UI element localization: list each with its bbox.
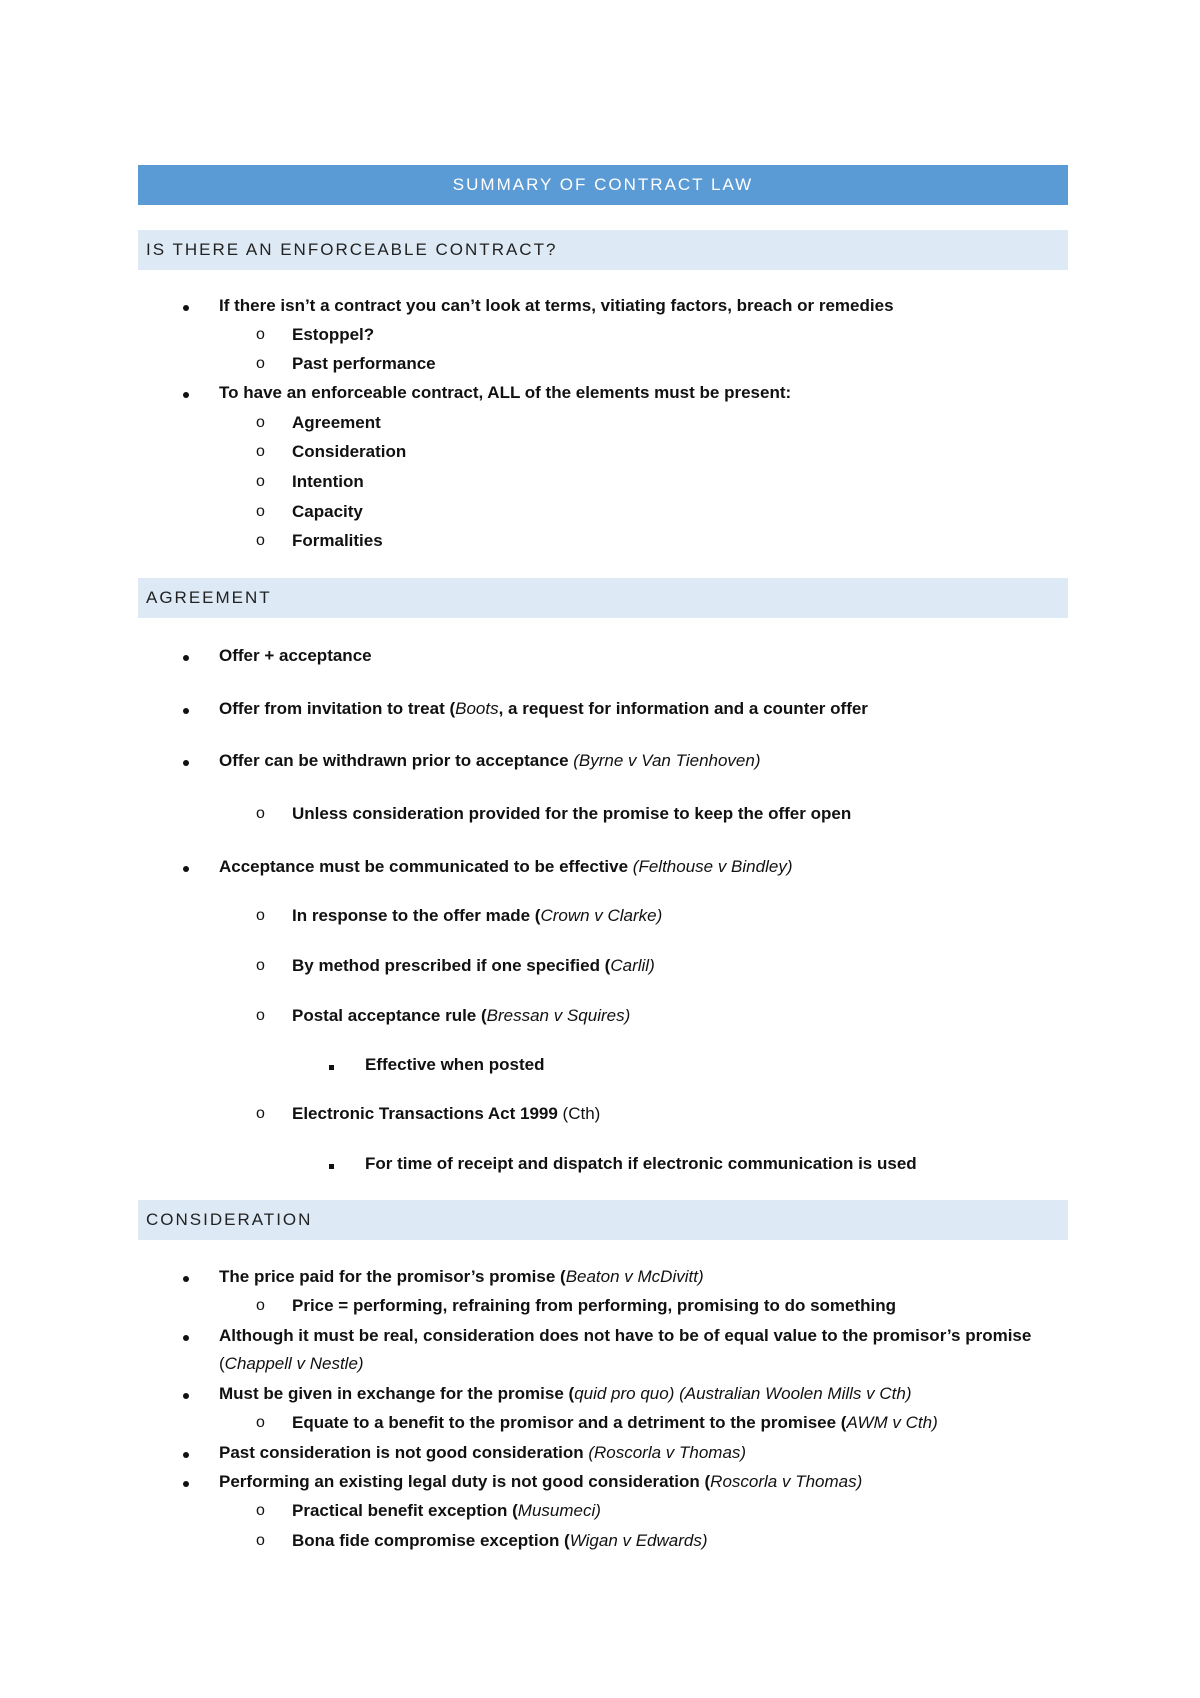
bullet-dot-icon [183, 698, 189, 720]
circle-bullet-icon: o [256, 907, 265, 924]
bullet-dot-icon [183, 856, 189, 878]
list-item: Consideration [292, 442, 407, 461]
bullet-dot-icon [183, 1442, 189, 1464]
bullet-dot-icon [183, 1325, 189, 1347]
list-item: Performing an existing legal duty is not good consideration (Roscorla v Thomas) [219, 1472, 863, 1491]
circle-bullet-icon: o [256, 326, 265, 343]
list-item: By method prescribed if one specified (Carlil) [292, 956, 655, 975]
list-item: Must be given in exchange for the promise (quid pro quo) (Australian Woolen Mills v Cth) [219, 1384, 912, 1403]
bullet-dot-icon [183, 750, 189, 772]
list-item: Electronic Transactions Act 1999 (Cth) [292, 1104, 601, 1123]
list-item: Offer from invitation to treat (Boots, a request for information and a counter offer [219, 699, 868, 718]
circle-bullet-icon: o [256, 1007, 265, 1024]
circle-bullet-icon: o [256, 443, 265, 460]
list-item: Formalities [292, 531, 383, 550]
section-heading-enforceable-contract: IS THERE AN ENFORCEABLE CONTRACT? [138, 230, 1068, 270]
list-item: Acceptance must be communicated to be effective (Felthouse v Bindley) [219, 857, 793, 876]
circle-bullet-icon: o [256, 532, 265, 549]
list-item: Unless consideration provided for the promise to keep the offer open [292, 804, 852, 823]
bullet-dot-icon [183, 295, 189, 317]
bullet-dot-icon [183, 1471, 189, 1493]
circle-bullet-icon: o [256, 355, 265, 372]
circle-bullet-icon: o [256, 957, 265, 974]
list-item: Price = performing, refraining from performing, promising to do something [292, 1296, 897, 1315]
list-item: Past consideration is not good consideration (Roscorla v Thomas) [219, 1443, 747, 1462]
document-title: SUMMARY OF CONTRACT LAW [138, 165, 1068, 205]
list-item: Intention [292, 472, 364, 491]
list-item-continuation: (Chappell v Nestle) [219, 1354, 364, 1373]
list-item: Past performance [292, 354, 436, 373]
list-item: Offer can be withdrawn prior to acceptance (Byrne v Van Tienhoven) [219, 751, 761, 770]
list-item: Agreement [292, 413, 381, 432]
list-item: The price paid for the promisor’s promise (Beaton v McDivitt) [219, 1267, 704, 1286]
circle-bullet-icon: o [256, 805, 265, 822]
bullet-dot-icon [183, 645, 189, 667]
circle-bullet-icon: o [256, 503, 265, 520]
list-item: Capacity [292, 502, 363, 521]
list-item: Practical benefit exception (Musumeci) [292, 1501, 601, 1520]
circle-bullet-icon: o [256, 473, 265, 490]
section-heading-agreement: AGREEMENT [138, 578, 1068, 618]
circle-bullet-icon: o [256, 1532, 265, 1549]
square-bullet-icon [329, 1054, 334, 1076]
list-item: Effective when posted [365, 1055, 545, 1074]
bullet-dot-icon [183, 382, 189, 404]
list-item: Although it must be real, consideration does not have to be of equal value to the promisor’s promise [219, 1326, 1032, 1345]
circle-bullet-icon: o [256, 1297, 265, 1314]
list-item: For time of receipt and dispatch if electronic communication is used [365, 1154, 917, 1173]
bullet-dot-icon [183, 1383, 189, 1405]
list-item: In response to the offer made (Crown v Clarke) [292, 906, 663, 925]
square-bullet-icon [329, 1153, 334, 1175]
list-item: Equate to a benefit to the promisor and a detriment to the promisee (AWM v Cth) [292, 1413, 938, 1432]
circle-bullet-icon: o [256, 414, 265, 431]
circle-bullet-icon: o [256, 1105, 265, 1122]
list-item: To have an enforceable contract, ALL of the elements must be present: [219, 383, 792, 402]
section-heading-consideration: CONSIDERATION [138, 1200, 1068, 1240]
list-item: Bona fide compromise exception (Wigan v Edwards) [292, 1531, 708, 1550]
bullet-dot-icon [183, 1266, 189, 1288]
circle-bullet-icon: o [256, 1414, 265, 1431]
list-item: If there isn’t a contract you can’t look at terms, vitiating factors, breach or remedies [219, 296, 894, 315]
list-item: Postal acceptance rule (Bressan v Squires) [292, 1006, 631, 1025]
list-item: Estoppel? [292, 325, 375, 344]
list-item: Offer + acceptance [219, 646, 372, 665]
circle-bullet-icon: o [256, 1502, 265, 1519]
